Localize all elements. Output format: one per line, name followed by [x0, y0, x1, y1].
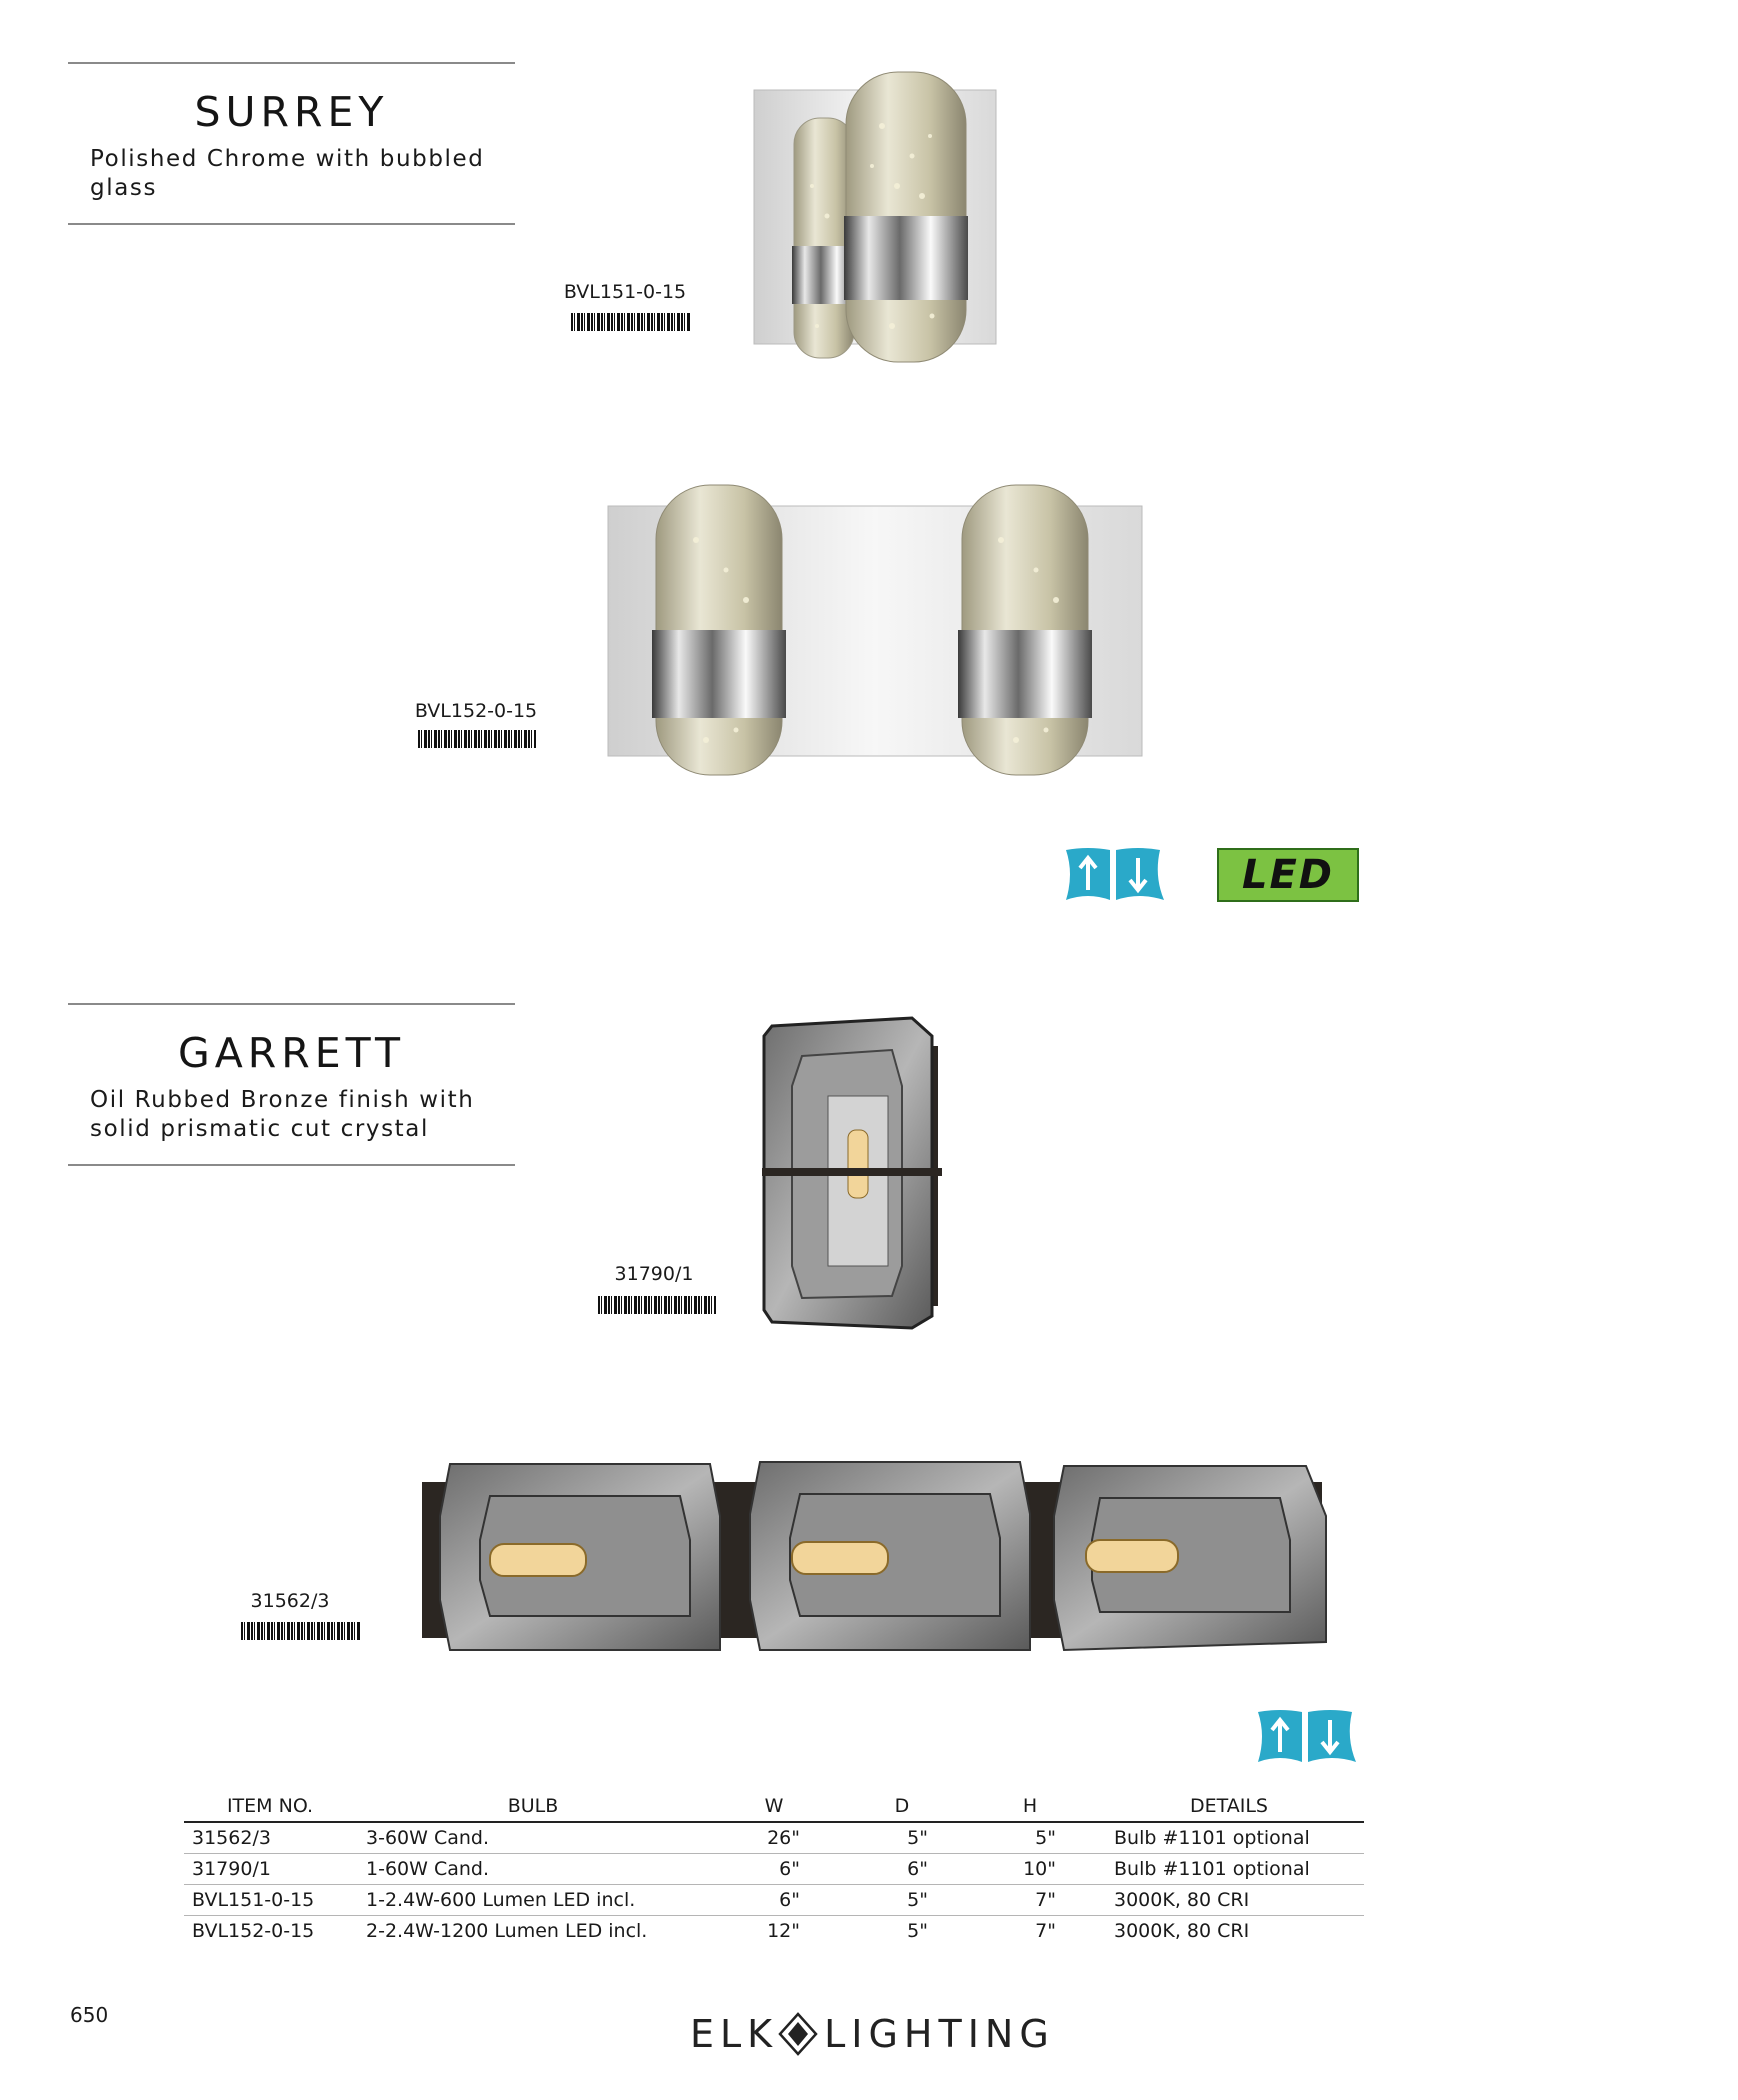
cell-h: 5" [966, 1822, 1094, 1854]
cell-h: 10" [966, 1854, 1094, 1885]
barcode [241, 1622, 360, 1640]
header-depth: D [838, 1792, 966, 1822]
table-row [184, 1822, 1364, 1854]
surrey-description [90, 145, 490, 203]
table-row [184, 1885, 1364, 1916]
cell-w: 6" [710, 1885, 838, 1916]
surrey-two-light-vanity-image [606, 480, 1146, 780]
up-down-light-icon [1060, 846, 1170, 904]
header-item-no: ITEM NO. [184, 1792, 356, 1822]
brand-text-left: ELK [690, 2012, 779, 2056]
cell-details: Bulb #1101 optional [1094, 1854, 1364, 1885]
garrett-description-line2: solid prismatic cut crystal [90, 1116, 429, 1142]
barcode [418, 730, 536, 748]
cell-h: 7" [966, 1885, 1094, 1916]
cell-item: 31562/3 [184, 1822, 356, 1854]
cell-d: 5" [907, 1920, 928, 1942]
surrey-bottom-rule [68, 223, 515, 225]
specs-header-row [184, 1792, 1364, 1822]
brand-logo [690, 2012, 1055, 2056]
sku-label: 31790/1 [614, 1263, 694, 1285]
cell-item: BVL152-0-15 [192, 1920, 315, 1942]
cell-w: 6" [710, 1854, 838, 1885]
cell-details: 3000K, 80 CRI [1114, 1920, 1250, 1942]
surrey-title: SURREY [194, 88, 389, 136]
cell-bulb: 1-2.4W-600 Lumen LED incl. [356, 1885, 710, 1916]
surrey-description-line1: Polished Chrome with bubbled [90, 146, 485, 172]
barcode [571, 313, 691, 331]
led-badge [1217, 848, 1359, 902]
garrett-three-light-vanity-image [420, 1460, 1330, 1660]
table-row [184, 1916, 1364, 1947]
garrett-top-rule [68, 1003, 515, 1005]
cell-w: 12" [767, 1920, 800, 1942]
cell-d: 5" [838, 1885, 966, 1916]
garrett-description [90, 1086, 490, 1144]
sku-label: BVL151-0-15 [563, 281, 687, 303]
cell-bulb: 3-60W Cand. [356, 1822, 710, 1854]
surrey-description-line2: glass [90, 175, 158, 201]
led-badge-label: LED [1241, 852, 1334, 898]
page-number: 650 [70, 2003, 109, 2027]
cell-h: 7" [1035, 1920, 1056, 1942]
header-bulb: BULB [356, 1792, 710, 1822]
barcode [598, 1296, 716, 1314]
cell-item: 31790/1 [184, 1854, 356, 1885]
cell-bulb: 2-2.4W-1200 Lumen LED incl. [366, 1920, 648, 1942]
cell-d: 5" [838, 1822, 966, 1854]
header-height: H [966, 1792, 1094, 1822]
cell-details: Bulb #1101 optional [1094, 1822, 1364, 1854]
brand-text-right: LIGHTING [824, 2012, 1055, 2056]
garrett-bottom-rule [68, 1164, 515, 1166]
surrey-top-rule [68, 62, 515, 64]
header-width: W [710, 1792, 838, 1822]
cell-details: 3000K, 80 CRI [1094, 1885, 1364, 1916]
specs-table [184, 1792, 1364, 1946]
cell-bulb: 1-60W Cand. [356, 1854, 710, 1885]
garrett-description-line1: Oil Rubbed Bronze finish with [90, 1087, 475, 1113]
sku-label: 31562/3 [250, 1590, 330, 1612]
up-down-light-icon [1252, 1708, 1362, 1766]
header-details: DETAILS [1094, 1792, 1364, 1822]
surrey-single-sconce-image [752, 66, 1002, 366]
garrett-title: GARRETT [177, 1029, 406, 1077]
cell-d: 6" [838, 1854, 966, 1885]
garrett-single-sconce-image [762, 1016, 982, 1332]
table-row [184, 1854, 1364, 1885]
sku-label: BVL152-0-15 [414, 700, 538, 722]
cell-item: BVL151-0-15 [184, 1885, 356, 1916]
cell-w: 26" [710, 1822, 838, 1854]
brand-diamond-icon [778, 2012, 818, 2056]
